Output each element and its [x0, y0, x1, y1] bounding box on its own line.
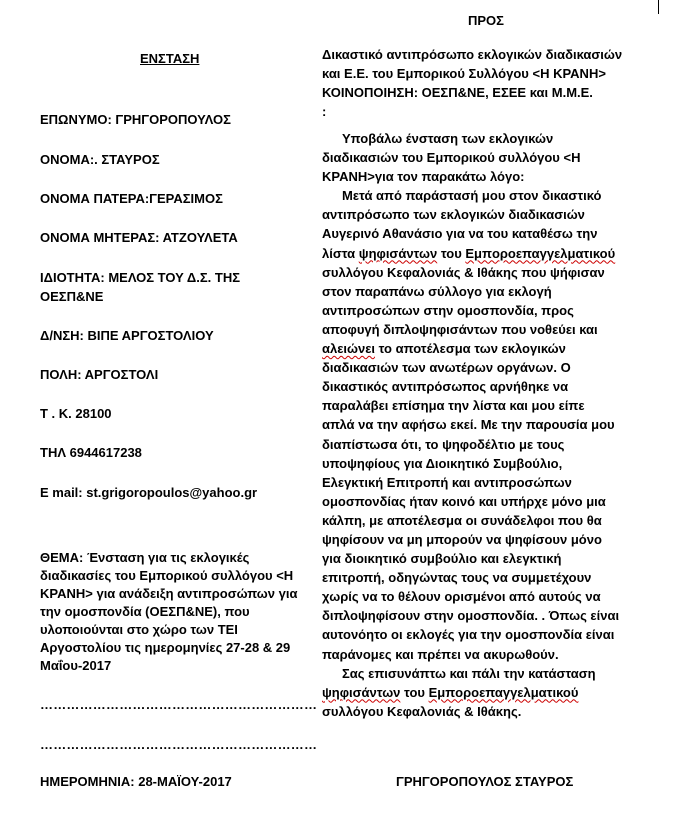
body-line: [322, 683, 654, 702]
body-line: [322, 568, 654, 587]
body-text: Αυγερινό Αθανάσιο για να του καταθέσω την: [322, 226, 598, 242]
misspelled-word: ψηφισάντων: [358, 245, 438, 261]
field-phone: ΤΗΛ 6944617238: [40, 445, 142, 460]
dotted-line: ………………………………………………………: [40, 737, 318, 752]
body-text: συλλόγου Κεφαλονιάς & Ιθάκης που ψήφισαν: [322, 264, 605, 280]
body-line: [322, 301, 654, 320]
body-text: δικαστικός αντιπρόσωπος αρνήθηκε να: [322, 379, 569, 395]
misspelled-word: Εμπoροεπαγγελματικού: [465, 245, 616, 261]
misspelled-word: Εμπoροεπαγγελματικού: [428, 684, 579, 700]
body-text: Υποβάλω ένσταση των εκλογικών: [342, 131, 554, 146]
field-surname: ΕΠΩΝΥΜΟ: ΓΡΗΓΟΡΟΠΟΥΛΟΣ: [40, 112, 231, 127]
body-text: διαδικασιών των ανωτέρων οργάνων. Ο: [322, 360, 571, 376]
body-text: διπλοψηφίσουν στην ομοσπονδία. . Όπως είναι: [322, 608, 620, 624]
recipient-line: Δικαστικό αντιπρόσωπο εκλογικών διαδικασιών: [322, 47, 623, 62]
field-occupation-cont: ΟΕΣΠ&ΝΕ: [40, 289, 104, 304]
body-text: για διοικητικό συμβούλιο και ελεγκτική: [322, 551, 562, 567]
body-line: [322, 186, 654, 205]
body-line: [322, 129, 654, 148]
field-mother-name: ΟΝΟΜΑ ΜΗΤΕΡΑΣ: ΑΤΖΟΥΛΕΤΑ: [40, 230, 238, 245]
misspelled-word: ψηφισάντων: [322, 684, 401, 700]
body-text: του: [400, 684, 429, 700]
body-line: [322, 358, 654, 377]
field-address: Δ/ΝΣΗ: ΒΙΠΕ ΑΡΓΟΣΤΟΛΙΟΥ: [40, 328, 214, 343]
body-text: διαπίστωσα ότι, το ψηφοδέλτιο με τους: [322, 436, 565, 452]
subject-text: ΘΕΜΑ: Ένσταση για τις εκλογικές διαδικασίες του Εμπορικού συλλόγου <Η ΚΡΑΝΗ> για ανάδειξη αντιπροσώπων για την ομοσπονδία (ΟΕΣΠ&ΝΕ), που υλοποιούνται στο χώρο των ΤΕΙ Αργοστολίου τις ημερομηνίες 27-28 & 29 Μαΐου-2017: [40, 550, 298, 673]
body-text: αντιπρόσωπο των εκλογικών διαδικασιών: [322, 207, 585, 223]
body-line: [322, 530, 654, 549]
field-name: ΟΝΟΜΑ:. ΣΤΑΥΡΟΣ: [40, 152, 160, 167]
body-line: [322, 244, 654, 263]
body-line: [322, 587, 654, 606]
body-line: [322, 320, 654, 339]
recipient-heading: ΠΡΟΣ: [468, 13, 504, 28]
body-line: [322, 492, 654, 511]
body-text: ομοσπονδίας ήταν κοινό και υπήρχε μόνο μια: [322, 493, 606, 509]
body-text: κάλπη, με αποτέλεσμα οι συνάδελφοι που θα: [322, 512, 602, 528]
body-line: [322, 606, 654, 625]
body-line: [322, 702, 654, 721]
body-line: [322, 167, 654, 186]
body-text: διαδικασιών του Εμπορικού συλλόγου <Η: [322, 150, 581, 166]
body-line: [322, 645, 654, 664]
body-line: [322, 625, 654, 644]
body-line: [322, 339, 654, 358]
field-father-name: ΟΝΟΜΑ ΠΑΤΕΡΑ:ΓΕΡΑΣΙΜΟΣ: [40, 191, 223, 206]
body-line: [322, 549, 654, 568]
dotted-line: ………………………………………………………: [40, 697, 318, 712]
body-line: [322, 435, 654, 454]
complaint-body: [322, 129, 654, 721]
body-text: λίστα: [322, 245, 359, 261]
text-cursor: [658, 0, 659, 14]
recipient-line: :: [322, 104, 327, 120]
recipient-block: [322, 45, 654, 121]
body-text: απλά να την αφήσω εκεί. Με την παρουσία μου: [322, 417, 615, 433]
body-text: το αποτέλεσμα των εκλογικών: [375, 341, 566, 357]
body-line: [322, 664, 654, 683]
body-line: [322, 415, 654, 434]
body-text: ψηφίσουν να μη μπορούν να ψηφίσουν μόνο: [322, 531, 602, 547]
body-line: [322, 224, 654, 243]
body-text: χωρίς να το θέλουν ορισμένοι από αυτούς να: [322, 589, 601, 605]
field-postcode: Τ . Κ. 28100: [40, 406, 112, 421]
body-line: [322, 263, 654, 282]
recipient-line: ΚΟΙΝΟΠΟΙΗΣΗ: ΟΕΣΠ&ΝΕ, ΕΣΕΕ και Μ.Μ.Ε.: [322, 85, 593, 101]
body-text: υποψηφίους για Διοικητικό Συμβούλιο,: [322, 455, 563, 471]
body-text: ΚΡΑΝΗ>για τον παρακάτω λόγο:: [322, 169, 525, 185]
body-line: [322, 473, 654, 492]
body-text: επιτροπή, οδηγώντας τους να συμμετέχουν: [322, 570, 592, 586]
body-text: αντιπροσώπων στην ομοσπονδία, προς: [322, 302, 574, 318]
body-text: συλλόγου Κεφαλονιάς & Ιθάκης.: [322, 703, 522, 719]
body-line: [322, 454, 654, 473]
body-text: παράνομες και πρέπει να ακυρωθούν.: [322, 646, 559, 662]
signature: ΓΡΗΓΟΡΟΠΟΥΛΟΣ ΣΤΑΥΡΟΣ: [396, 774, 574, 789]
body-text: αποφυγή διπλοψηφισάντων που νοθεύει και: [322, 321, 598, 337]
body-text: Ελεγκτική Επιτροπή και αντιπροσώπων: [322, 474, 572, 490]
body-text: Σας επισυνάπτω και πάλι την κατάσταση: [342, 665, 596, 681]
body-text: παραλάβει επίσημα την λίστα και μου είπε: [322, 398, 585, 414]
body-text: Μετά από παράστασή μου στον δικαστικό: [342, 188, 602, 204]
field-occupation: ΙΔΙΟΤΗΤΑ: ΜΕΛΟΣ ΤΟΥ Δ.Σ. ΤΗΣ: [40, 270, 241, 285]
body-text: στον παραπάνω σύλλογο για εκλογή: [322, 283, 552, 299]
body-line: [322, 377, 654, 396]
field-city: ΠΟΛΗ: ΑΡΓΟΣΤΟΛΙ: [40, 367, 159, 382]
body-text: αυτονόητο οι εκλογές για την ομοσπονδία είναι: [322, 627, 615, 643]
field-email: E mail: st.grigoropoulos@yahoo.gr: [40, 485, 258, 500]
body-line: [322, 396, 654, 415]
body-text: του: [437, 245, 466, 261]
body-line: [322, 511, 654, 530]
document-date: ΗΜΕΡΟΜΗΝΙΑ: 28-ΜΑΪΟΥ-2017: [40, 774, 232, 789]
misspelled-word: αλειώνει: [322, 341, 375, 357]
document-title: ΕΝΣΤΑΣΗ: [140, 51, 200, 66]
body-line: [322, 282, 654, 301]
body-line: [322, 148, 654, 167]
recipient-line: και Ε.Ε. του Εμπορικού Συλλόγου <Η ΚΡΑΝΗ>: [322, 66, 606, 82]
body-line: [322, 205, 654, 224]
